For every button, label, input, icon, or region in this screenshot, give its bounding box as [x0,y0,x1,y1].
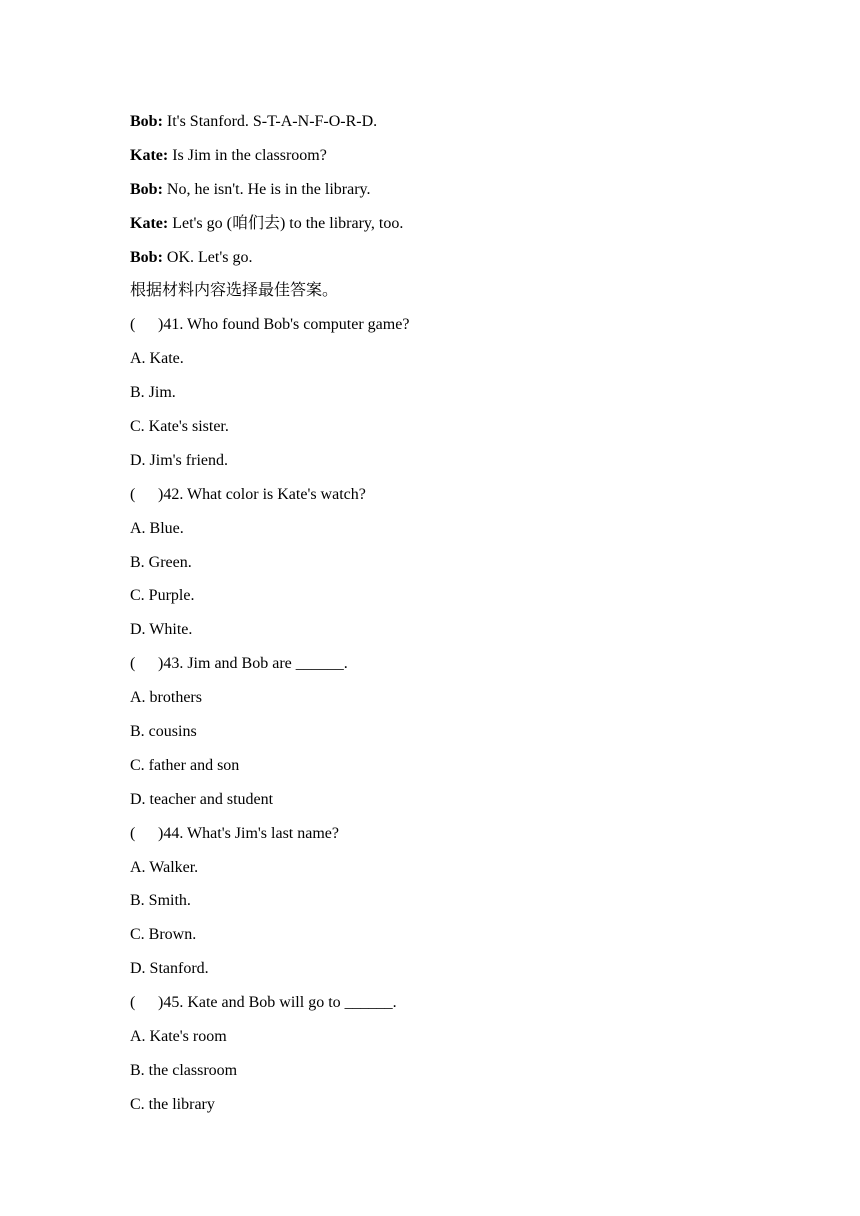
question-stem [130,820,830,854]
dialogue-text: Is Jim in the classroom? [168,146,327,164]
answer-option: A. Kate. [130,350,184,368]
document-page [130,108,830,1125]
dialogue-line [130,142,830,176]
instruction-text: 根据材料内容选择最佳答案。 [130,282,339,300]
answer-option: B. cousins [130,723,197,741]
answer-blank: ( [130,485,136,503]
answer-blank: ( [130,655,136,673]
answer-option: C. Purple. [130,587,195,605]
answer-option: D. White. [130,621,193,639]
dialogue-line [130,210,830,244]
dialogue-line [130,108,830,142]
dialogue-text: It's Stanford. S-T-A-N-F-O-R-D. [162,113,378,130]
answer-option: B. Green. [130,553,192,571]
dialogue-line [130,176,830,210]
answer-option: D. Stanford. [130,960,209,978]
question-text: )45. Kate and Bob will go to ______. [158,994,397,1012]
answer-option: C. Brown. [130,926,197,944]
answer-option: A. brothers [130,689,202,707]
speaker-name: Bob: [130,180,163,198]
answer-option: B. Smith. [130,892,191,910]
answer-option: C. the library [130,1095,215,1113]
question-text: )44. What's Jim's last name? [158,824,339,842]
question-stem [130,481,830,515]
dialogue-text: No, he isn't. He is in the library. [162,180,371,198]
speaker-name: Kate: [130,214,169,232]
answer-option: C. Kate's sister. [130,418,229,436]
answer-option: A. Kate's room [130,1028,227,1046]
question-stem [130,989,830,1023]
answer-option: D. Jim's friend. [130,451,228,469]
question-text: )41. Who found Bob's computer game? [158,316,410,334]
dialogue-text: Let's go (咱们去) to the library, too. [168,214,404,232]
question-text: )43. Jim and Bob are ______. [158,655,348,673]
speaker-name: Bob: [130,248,163,266]
answer-option: A. Walker. [130,858,199,876]
question-stem [130,650,830,684]
answer-blank: ( [130,824,136,842]
dialogue-line [130,244,830,278]
speaker-name: Kate: [130,146,169,164]
dialogue-text: OK. Let's go. [162,248,253,266]
answer-blank: ( [130,994,136,1012]
answer-option: B. Jim. [130,384,176,402]
answer-option: A. Blue. [130,519,184,537]
question-text: )42. What color is Kate's watch? [158,485,366,503]
answer-option: D. teacher and student [130,790,274,808]
speaker-name: Bob: [130,113,163,130]
question-stem [130,311,830,345]
answer-option: C. father and son [130,756,240,774]
answer-option: B. the classroom [130,1061,238,1079]
answer-blank: ( [130,316,136,334]
